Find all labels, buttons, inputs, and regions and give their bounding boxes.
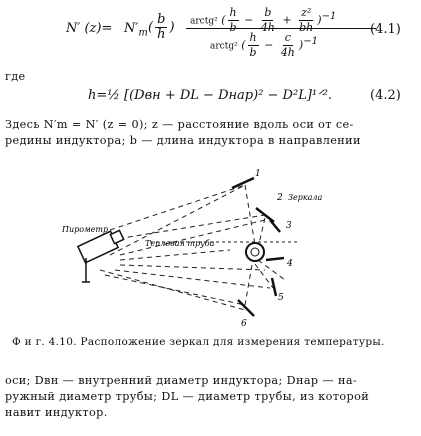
mirror-6-label: 6 — [241, 319, 247, 329]
mirror-5-label: 5 — [278, 293, 284, 303]
pyrometer-icon — [78, 230, 124, 282]
paragraph-top-line-2: редины индуктора; b — длина индуктора в направлении — [5, 134, 361, 147]
mirrors-label: Зеркала — [288, 193, 323, 202]
mirror-4-icon — [266, 258, 284, 260]
eq41-paren-frac: ( $\frac{b}{h}$ ) — [148, 12, 175, 42]
mirror-6-icon — [238, 300, 254, 316]
mirror-2-label: 2 — [277, 193, 283, 203]
mirror-4-label: 4 — [287, 259, 293, 269]
figure-caption: Ф и г. 4.10. Расположение зеркал для измерения температуры. — [12, 336, 385, 348]
eq42-number: (4.2) — [370, 88, 401, 103]
heat-pipe-label: Тепловая труба — [145, 239, 215, 248]
equation-4-1 — [66, 6, 356, 59]
mirror-1-icon — [232, 178, 254, 188]
paragraph-bottom-line-2: ружный диаметр трубы; DL — диаметр трубы, из которой — [5, 390, 370, 403]
eq41-numerator: arctg² ( $\frac{h}{b}$ − $\frac{b}{4h}$ + $\frac{\text{z²}}{bh}$ )$^{-1}$ — [186, 6, 376, 29]
eq41-lhs: N′ (z)= — [66, 21, 113, 36]
pyrometer-label: Пирометр — [62, 225, 109, 234]
eq41-number: (4.1) — [370, 22, 401, 37]
where-label: где — [5, 70, 26, 83]
eq41-big-fraction — [186, 6, 376, 60]
mirror-arrangement-figure — [40, 160, 360, 330]
paragraph-bottom-line-3: навит индуктор. — [5, 406, 108, 419]
paragraph-bottom-line-1: оси; Dвн — внутренний диаметр индуктора; Dнар — на- — [5, 374, 358, 387]
equation-4-2: h=½ [(Dвн + DL − Dнар)² − D²L]¹ᐟ². — [88, 88, 332, 103]
eq41-coef: $N'_m$ — [124, 21, 148, 39]
mirror-3-icon — [270, 220, 280, 232]
eq41-denominator: arctg² ( $\frac{h}{b}$ − $\frac{c}{4h}$ )$^{-1}$ — [210, 31, 318, 59]
mirror-1-label: 1 — [255, 169, 261, 179]
mirror-3-label: 3 — [286, 221, 292, 231]
paragraph-top-line-1: Здесь N′m = N′ (z = 0); z — расстояние вдоль оси от се- — [5, 118, 354, 131]
